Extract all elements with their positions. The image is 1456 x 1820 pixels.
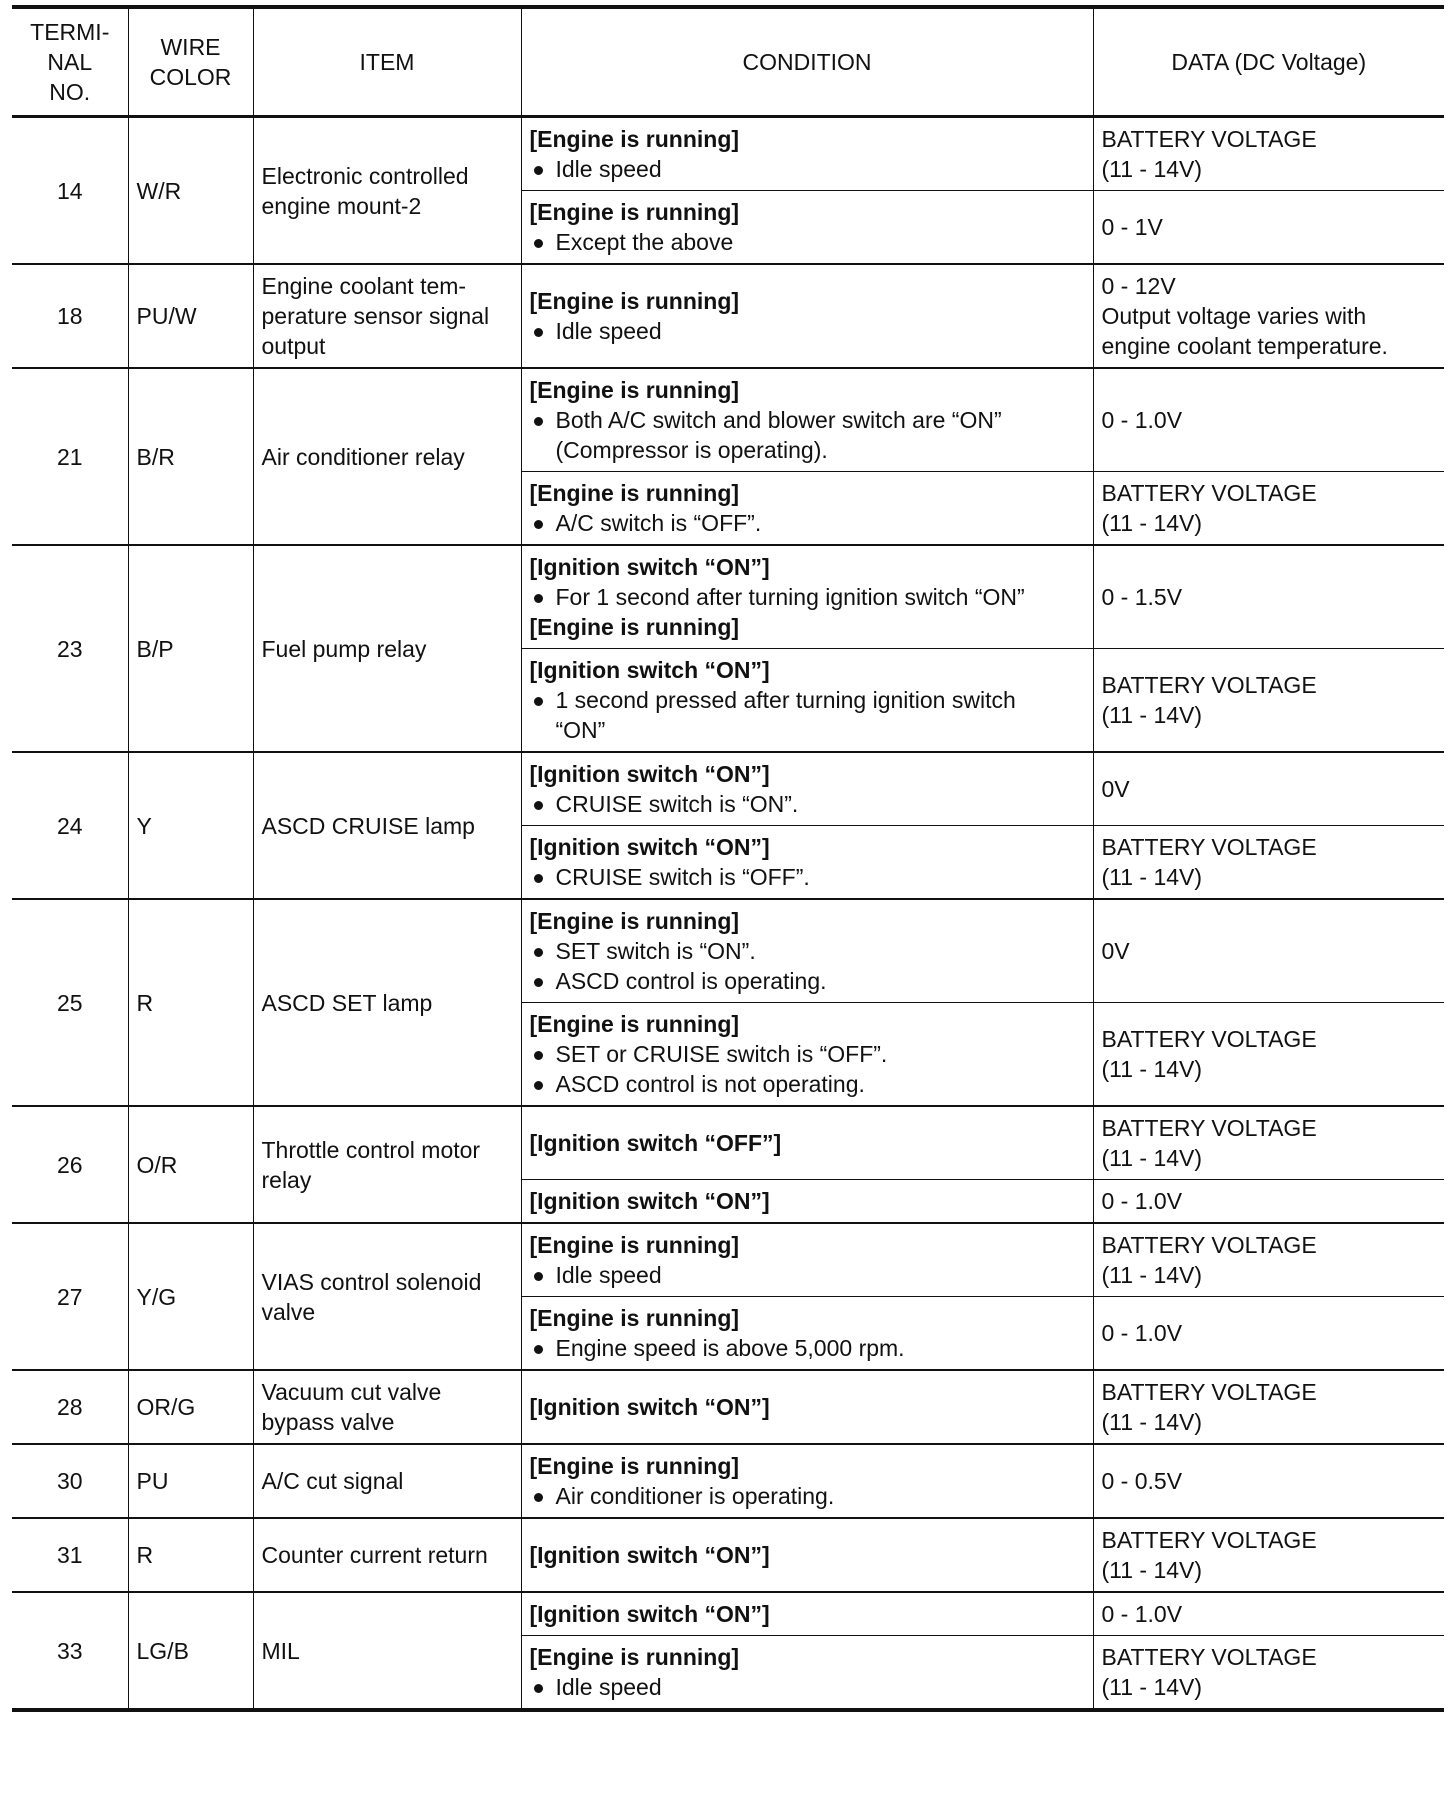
table-row [12, 1592, 1444, 1636]
condition-bullet: Idle speed [530, 1672, 1085, 1702]
terminal-number: 18 [12, 264, 128, 368]
condition-cell [521, 264, 1093, 368]
condition-cell [521, 368, 1093, 472]
condition-cell [521, 1297, 1093, 1371]
item-description [253, 1370, 521, 1444]
terminal-number: 24 [12, 752, 128, 899]
condition-heading: [Engine is running] [529, 1232, 740, 1258]
data-line: BATTERY VOLTAGE [1101, 1644, 1317, 1670]
condition-cell [521, 1180, 1093, 1224]
dc-voltage-data [1093, 1180, 1444, 1224]
item-line: Throttle control motor [261, 1136, 481, 1163]
condition-heading: [Ignition switch “ON”] [529, 1394, 770, 1420]
condition-cell [521, 899, 1093, 1003]
data-line: 0 - 0.5V [1101, 1468, 1183, 1494]
condition-heading: [Engine is running] [529, 126, 740, 152]
item-description [253, 1592, 521, 1710]
data-line: (11 - 14V) [1101, 1409, 1203, 1435]
terminal-number: 30 [12, 1444, 128, 1518]
item-line: bypass valve [261, 1409, 395, 1435]
item-line: output [261, 333, 326, 359]
data-line: (11 - 14V) [1101, 1557, 1203, 1583]
table-row [12, 1370, 1444, 1444]
wire-color: Y [128, 752, 253, 899]
wire-color: O/R [128, 1106, 253, 1223]
data-line: 0V [1101, 776, 1130, 802]
dc-voltage-data [1093, 264, 1444, 368]
item-description [253, 117, 521, 265]
terminal-number: 23 [12, 545, 128, 752]
condition-cell [521, 1003, 1093, 1107]
wire-color: B/R [128, 368, 253, 545]
condition-cell [521, 1636, 1093, 1711]
table-row [12, 752, 1444, 826]
item-description [253, 1223, 521, 1370]
item-description [253, 368, 521, 545]
condition-heading: [Engine is running] [529, 614, 740, 640]
table-row [12, 545, 1444, 649]
terminal-number: 27 [12, 1223, 128, 1370]
item-line: Vacuum cut valve [261, 1379, 442, 1405]
condition-heading: [Engine is running] [529, 908, 740, 934]
condition-bullet: Idle speed [530, 154, 1085, 184]
item-line: valve [261, 1298, 316, 1325]
item-line: MIL [261, 1637, 300, 1664]
condition-heading: [Ignition switch “ON”] [529, 834, 770, 860]
item-line: Fuel pump relay [261, 635, 427, 662]
header-condition: CONDITION [521, 7, 1093, 117]
table-row [12, 1518, 1444, 1592]
dc-voltage-data [1093, 1592, 1444, 1636]
table-row [12, 1106, 1444, 1180]
condition-cell [521, 826, 1093, 900]
table-header [12, 7, 1444, 117]
item-description [253, 1444, 521, 1518]
item-description [253, 1106, 521, 1223]
dc-voltage-data [1093, 1636, 1444, 1711]
dc-voltage-data [1093, 1003, 1444, 1107]
data-line: (11 - 14V) [1101, 1674, 1203, 1700]
data-line: (11 - 14V) [1101, 510, 1203, 536]
data-line: 0 - 1.0V [1101, 1188, 1183, 1214]
data-line: BATTERY VOLTAGE [1101, 1527, 1317, 1553]
condition-bullet: ASCD control is not operating. [530, 1069, 1085, 1099]
condition-heading: [Ignition switch “ON”] [529, 1188, 770, 1214]
condition-bullet: For 1 second after turning ignition switch “ON” [530, 582, 1085, 612]
data-line: BATTERY VOLTAGE [1101, 834, 1317, 860]
data-line: 0 - 1.0V [1101, 407, 1183, 433]
terminal-number: 21 [12, 368, 128, 545]
data-line: BATTERY VOLTAGE [1101, 126, 1317, 152]
data-line: BATTERY VOLTAGE [1101, 1026, 1317, 1052]
item-line: A/C cut signal [261, 1468, 404, 1494]
item-description [253, 545, 521, 752]
condition-bullet: CRUISE switch is “ON”. [530, 789, 1085, 819]
terminal-table-wrapper [12, 5, 1444, 1712]
wire-color: PU [128, 1444, 253, 1518]
condition-heading: [Engine is running] [529, 288, 740, 314]
data-line: (11 - 14V) [1101, 702, 1203, 728]
data-line: (11 - 14V) [1101, 1262, 1203, 1288]
data-line: 0 - 12V [1101, 273, 1176, 299]
header-terminal: TERMI- NAL NO. [12, 7, 128, 117]
terminal-number: 28 [12, 1370, 128, 1444]
condition-bullet: ASCD control is operating. [530, 966, 1085, 996]
data-line: BATTERY VOLTAGE [1101, 1115, 1317, 1141]
item-description [253, 899, 521, 1106]
condition-bullet: 1 second pressed after turning ignition switch “ON” [530, 685, 1085, 745]
condition-heading: [Ignition switch “OFF”] [529, 1130, 782, 1156]
item-line: Air conditioner relay [261, 443, 465, 470]
wire-color: R [128, 899, 253, 1106]
condition-bullet: SET or CRUISE switch is “OFF”. [530, 1039, 1085, 1069]
wire-color: W/R [128, 117, 253, 265]
item-description [253, 264, 521, 368]
item-line: relay [261, 1166, 312, 1193]
condition-cell [521, 1223, 1093, 1297]
table-row [12, 1444, 1444, 1518]
data-line: (11 - 14V) [1101, 1056, 1203, 1082]
condition-bullet: Air conditioner is operating. [530, 1481, 1085, 1511]
wire-color: PU/W [128, 264, 253, 368]
item-line: Counter current return [261, 1542, 488, 1568]
dc-voltage-data [1093, 368, 1444, 472]
table-row [12, 1223, 1444, 1297]
condition-heading: [Ignition switch “ON”] [529, 1542, 770, 1568]
condition-heading: [Ignition switch “ON”] [529, 1601, 770, 1627]
data-line: BATTERY VOLTAGE [1101, 1232, 1317, 1258]
dc-voltage-data [1093, 1518, 1444, 1592]
dc-voltage-data [1093, 545, 1444, 649]
condition-heading: [Engine is running] [529, 199, 740, 225]
condition-cell [521, 1106, 1093, 1180]
terminal-number: 14 [12, 117, 128, 265]
table-row [12, 117, 1444, 191]
table-row [12, 368, 1444, 472]
condition-bullet: CRUISE switch is “OFF”. [530, 862, 1085, 892]
condition-cell [521, 1370, 1093, 1444]
condition-heading: [Engine is running] [529, 377, 740, 403]
item-line: engine mount-2 [261, 192, 422, 219]
terminal-number: 31 [12, 1518, 128, 1592]
condition-heading: [Ignition switch “ON”] [529, 657, 770, 683]
condition-bullet: Engine speed is above 5,000 rpm. [530, 1333, 1085, 1363]
dc-voltage-data [1093, 752, 1444, 826]
condition-heading: [Engine is running] [529, 1011, 740, 1037]
condition-bullet: Idle speed [530, 316, 1085, 346]
condition-heading: [Engine is running] [529, 1305, 740, 1331]
condition-bullet: Both A/C switch and blower switch are “ON” (Compressor is operating). [530, 405, 1085, 465]
data-line: BATTERY VOLTAGE [1101, 1379, 1317, 1405]
condition-cell [521, 1444, 1093, 1518]
terminal-number: 25 [12, 899, 128, 1106]
table-row [12, 264, 1444, 368]
data-line: 0 - 1.0V [1101, 1601, 1183, 1627]
header-wire-color: WIRE COLOR [128, 7, 253, 117]
wire-color: Y/G [128, 1223, 253, 1370]
header-item: ITEM [253, 7, 521, 117]
dc-voltage-data [1093, 1106, 1444, 1180]
wire-color: R [128, 1518, 253, 1592]
item-line: Electronic controlled [261, 162, 469, 189]
header-data: DATA (DC Voltage) [1093, 7, 1444, 117]
condition-bullet: Idle speed [530, 1260, 1085, 1290]
wire-color: B/P [128, 545, 253, 752]
wire-color: OR/G [128, 1370, 253, 1444]
dc-voltage-data [1093, 472, 1444, 546]
item-line: VIAS control solenoid [261, 1268, 482, 1295]
terminal-number: 33 [12, 1592, 128, 1710]
condition-bullet: SET switch is “ON”. [530, 936, 1085, 966]
dc-voltage-data [1093, 1370, 1444, 1444]
condition-bullet: A/C switch is “OFF”. [530, 508, 1085, 538]
data-line: (11 - 14V) [1101, 864, 1203, 890]
condition-heading: [Engine is running] [529, 1644, 740, 1670]
dc-voltage-data [1093, 1444, 1444, 1518]
condition-cell [521, 1518, 1093, 1592]
data-line: (11 - 14V) [1101, 156, 1203, 182]
data-line: (11 - 14V) [1101, 1145, 1203, 1171]
condition-cell [521, 1592, 1093, 1636]
data-line: BATTERY VOLTAGE [1101, 480, 1317, 506]
table-body [12, 117, 1444, 1711]
dc-voltage-data [1093, 826, 1444, 900]
dc-voltage-data [1093, 191, 1444, 265]
data-line: 0 - 1.5V [1101, 584, 1183, 610]
condition-heading: [Ignition switch “ON”] [529, 554, 770, 580]
condition-cell [521, 545, 1093, 649]
condition-cell [521, 649, 1093, 753]
condition-heading: [Engine is running] [529, 480, 740, 506]
item-line: Engine coolant tem- [261, 273, 467, 299]
item-description [253, 1518, 521, 1592]
item-line: ASCD SET lamp [261, 989, 433, 1016]
condition-bullet: Except the above [530, 227, 1085, 257]
dc-voltage-data [1093, 1223, 1444, 1297]
dc-voltage-data [1093, 649, 1444, 753]
condition-cell [521, 472, 1093, 546]
terminal-data-table [12, 5, 1444, 1712]
data-line: Output voltage varies with [1101, 303, 1367, 329]
item-description [253, 752, 521, 899]
dc-voltage-data [1093, 899, 1444, 1003]
dc-voltage-data [1093, 117, 1444, 191]
dc-voltage-data [1093, 1297, 1444, 1371]
condition-cell [521, 191, 1093, 265]
item-line: perature sensor signal [261, 303, 490, 329]
terminal-number: 26 [12, 1106, 128, 1223]
condition-cell [521, 752, 1093, 826]
data-line: 0 - 1.0V [1101, 1320, 1183, 1346]
data-line: engine coolant temperature. [1101, 333, 1388, 359]
data-line: BATTERY VOLTAGE [1101, 672, 1317, 698]
data-line: 0 - 1V [1101, 214, 1163, 240]
item-line: ASCD CRUISE lamp [261, 812, 475, 839]
table-row [12, 899, 1444, 1003]
data-line: 0V [1101, 938, 1130, 964]
wire-color: LG/B [128, 1592, 253, 1710]
condition-heading: [Ignition switch “ON”] [529, 761, 770, 787]
condition-cell [521, 117, 1093, 191]
condition-heading: [Engine is running] [529, 1453, 740, 1479]
